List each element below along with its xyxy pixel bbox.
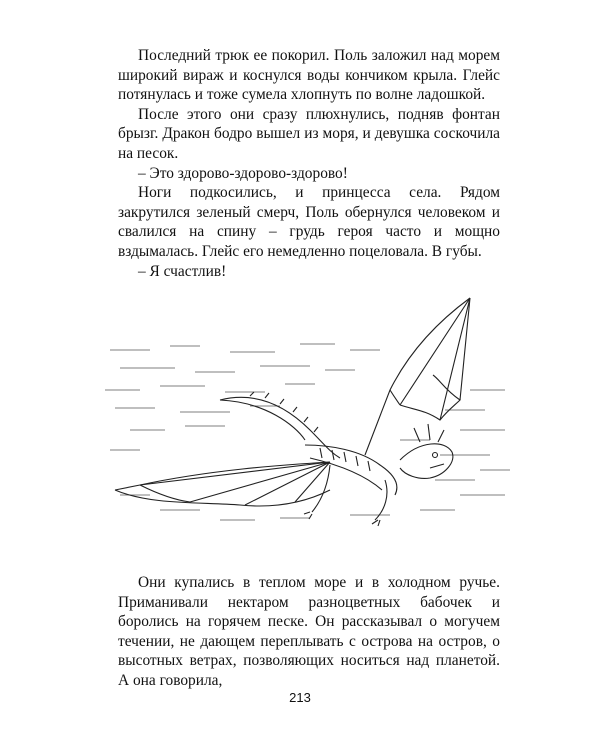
dragon-figure: [115, 298, 470, 526]
paragraph: Последний трюк ее покорил. Поль заложил над морем широкий вираж и коснулся воды кончиком крыла. Глейс потянулась и тоже сумела хлопнуть по волне ладошкой.: [118, 47, 500, 104]
top-text-block: [118, 46, 500, 281]
bottom-text-block: [118, 573, 500, 691]
paragraph: Ноги подкосились, и принцесса села. Рядом закрутился зеленый смерч, Поль обернулся человеком и свалился на спину – грудь героя часто и мощно вздымалась. Глейс его немедленно поцеловала. В губы.: [118, 184, 500, 260]
paragraph: – Я счастлив!: [138, 262, 227, 280]
page-number: 213: [289, 690, 311, 705]
sea-waves: [105, 344, 510, 520]
paragraph: После этого они сразу плюхнулись, подняв фонтан брызг. Дракон бодро вышел из моря, и девушка соскочила на песок.: [118, 105, 500, 162]
dragon-illustration: [100, 280, 520, 545]
paragraph: – Это здорово-здорово-здорово!: [138, 164, 348, 182]
paragraph: Они купались в теплом море и в холодном ручье. Приманивали нектаром разноцветных бабочек и боролись на горячем песке. Он рассказывал о могучем течении, не дающем переплывать с острова на остров, о высотных ветрах, позволяющих носиться над планетой. А она говорила,: [118, 574, 500, 689]
